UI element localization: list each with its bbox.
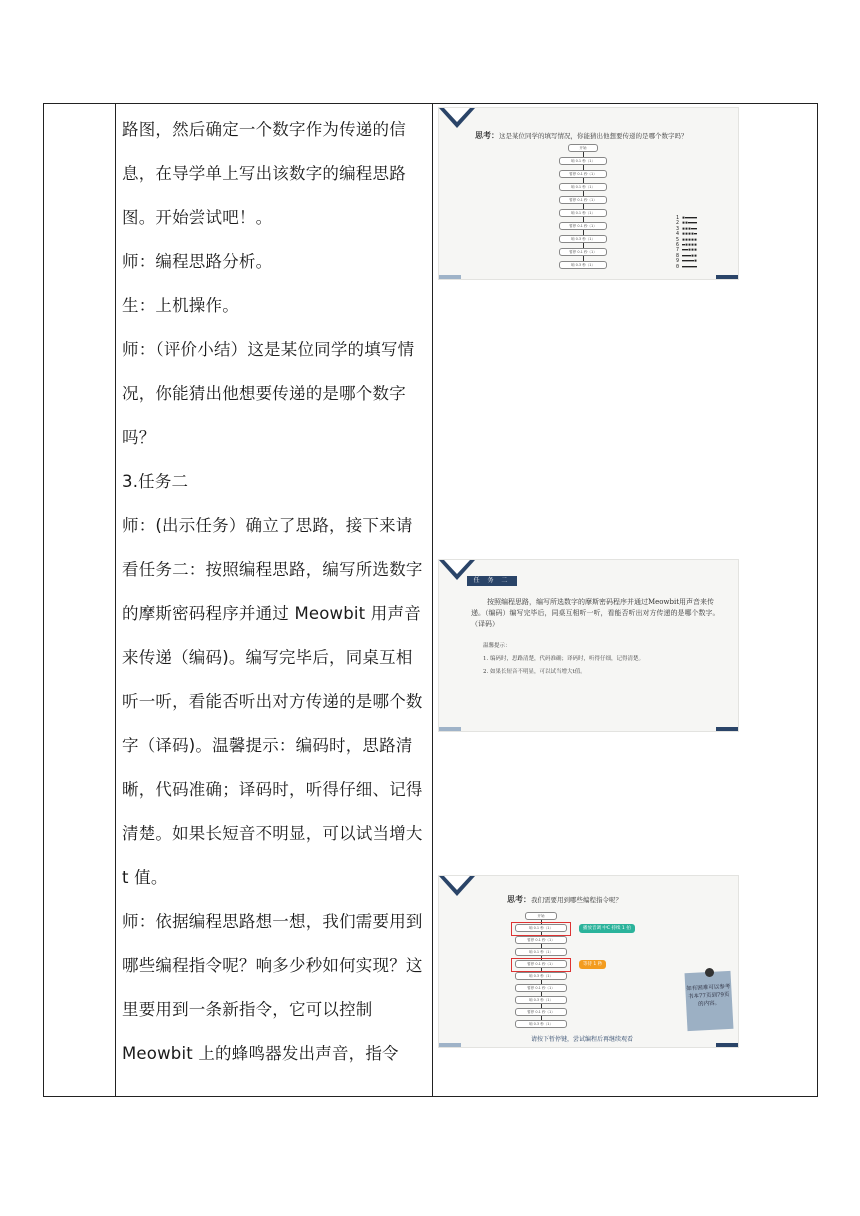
corner-triangle-icon	[444, 560, 470, 574]
paragraph: 师：(出示任务）确立了思路，接下来请看任务二：按照编程思路，编写所选数字的摩斯密码程序并通过 Meowbit 用声音来传递（编码)。编写完毕后，同桌互相听一听，看能否听出对方传递的是哪个数字（译码)。温馨提示：编码时，思路清晰，代码准确；译码时，听得仔细、记得清楚。如果长短音不明显，可以试当增大 t 值。	[122, 516, 423, 887]
slide-bar	[439, 1043, 461, 1047]
paragraph: 师：（评价小结）这是某位同学的填写情况，你能猜出他想要传递的是哪个数字吗？	[122, 340, 415, 447]
flow-step: 响 0.3 秒（1）	[559, 235, 607, 243]
flow-step: 暂停 0.1 秒（1）	[515, 1008, 567, 1016]
highlight-box	[511, 922, 571, 936]
tip-item: 2. 如果长短音不明显，可以试当增大t值。	[483, 669, 586, 675]
paragraph: 生：上机操作。	[122, 296, 239, 315]
tip-title: 温馨提示：	[483, 643, 511, 649]
flow-step: 暂停 0.1 秒（1）	[515, 936, 567, 944]
play-tone-block: 播放音调 中C 持续 1 拍	[579, 924, 635, 933]
slide-bar	[716, 727, 738, 731]
flow-step: 响 0.1 秒（1）	[559, 157, 607, 165]
tip-item: 1. 编码时，思路清楚，代码准确；译码时，听得仔细，记得清楚。	[483, 656, 644, 662]
flow-step: 响 0.1 秒（1）	[559, 183, 607, 191]
slide-bar	[716, 275, 738, 279]
task-tag: 任 务 二	[467, 576, 517, 586]
flow-step: 响 0.1 秒（1）	[515, 924, 567, 932]
slide-bar	[716, 1043, 738, 1047]
flow-step: 开始	[525, 912, 557, 920]
lesson-text-column	[115, 108, 432, 1076]
section-heading: 3.任务二	[122, 472, 189, 491]
paragraph: 师：编程思路分析。	[122, 252, 273, 271]
slide-bar	[439, 275, 461, 279]
flow-step: 暂停 0.1 秒（1）	[515, 960, 567, 968]
slide-bar	[439, 727, 461, 731]
slide-think-3	[439, 876, 738, 1047]
flow-step: 响 0.3 秒（1）	[515, 1020, 567, 1028]
flow-step: 开始	[568, 144, 598, 152]
corner-triangle-icon	[444, 108, 470, 122]
corner-triangle-icon	[444, 876, 470, 890]
flow-step: 响 0.3 秒（1）	[559, 261, 607, 269]
flow-step: 响 0.3 秒（1）	[515, 972, 567, 980]
slide-task-2	[439, 560, 738, 731]
column-divider	[432, 104, 433, 1096]
highlight-box	[511, 958, 571, 972]
slide-title: 思考：我们需要用到哪些编程指令呢？	[507, 894, 622, 904]
flow-step: 暂停 0.1 秒（1）	[515, 984, 567, 992]
pin-icon	[705, 968, 714, 977]
task-body: 按照编程思路，编写所选数字的摩斯密码程序并通过Meowbit用声音来传递。（编码）编写完毕后，同桌互相听一听，看能否听出对方传递的是哪个数字。（译码）	[471, 598, 720, 628]
paragraph: 师：依据编程思路想一想，我们需要用到哪些编程指令呢？响多少秒如何实现？这里要用到一条新指令，它可以控制 Meowbit 上的蜂鸣器发出声音，指令	[122, 912, 423, 1063]
flow-step: 响 0.1 秒（1）	[559, 209, 607, 217]
slide-think-1	[439, 108, 738, 279]
flow-step: 暂停 0.1 秒（1）	[559, 196, 607, 204]
wait-block: 等待 1 秒	[579, 960, 606, 969]
flow-step: 暂停 0.1 秒（1）	[559, 248, 607, 256]
flow-step: 暂停 0.1 秒（1）	[559, 170, 607, 178]
slide-footer: 请按下暂停键，尝试编程后再继续观看	[531, 1036, 634, 1043]
flow-step: 响 0.1 秒（1）	[515, 948, 567, 956]
flow-step: 暂停 0.1 秒（1）	[559, 222, 607, 230]
flow-step: 响 0.3 秒（1）	[515, 996, 567, 1004]
sticky-note: 如有困难可以参考书本77页到79页的内容。	[685, 971, 734, 1031]
morse-code-table: 1 ▪▬▬▬▬ 2 ▪▪▬▬▬ 3 ▪▪▪▬▬ 4 ▪▪▪▪▬ 5 ▪▪▪▪▪ 6 ▬▪▪▪▪ 7 ▬▬▪▪▪ 8 ▬▬▬▪▪ 9 ▬▬▬▬▪ 0 ▬▬▬▬▬	[676, 215, 698, 270]
lesson-table	[43, 103, 818, 1097]
slide-title: 思考：这是某位同学的填写情况，你能猜出他想要传递的是哪个数字吗？	[475, 130, 688, 140]
paragraph: 路图，然后确定一个数字作为传递的信息，在导学单上写出该数字的编程思路图。开始尝试吧！。	[122, 120, 406, 227]
